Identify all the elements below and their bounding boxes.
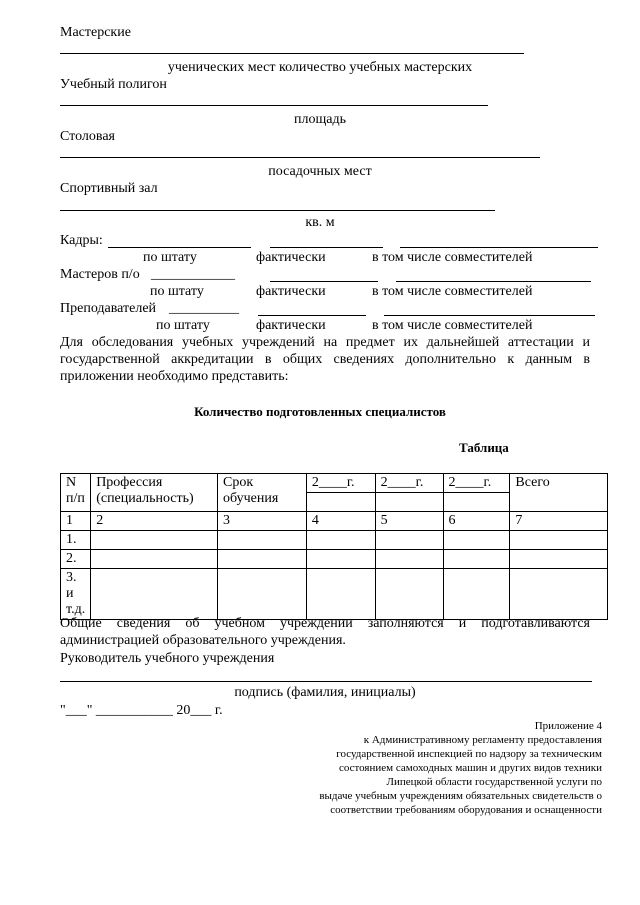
table-cell bbox=[306, 531, 375, 550]
table-cell bbox=[91, 569, 218, 620]
appendix-line: состоянием самоходных машин и других видов техники bbox=[338, 762, 602, 774]
cadres-col-state: по штату bbox=[143, 250, 197, 265]
specialists-table bbox=[60, 473, 608, 620]
table-cell: 6 bbox=[443, 512, 510, 531]
header-number: N п/п bbox=[61, 474, 91, 512]
header-year-2: 2____г. bbox=[375, 474, 443, 493]
teachers-col-actual: фактически bbox=[256, 318, 326, 333]
table-cell bbox=[306, 569, 375, 620]
appendix-block bbox=[319, 719, 602, 817]
signature-caption: подпись (фамилия, инициалы) bbox=[234, 685, 416, 700]
table-cell bbox=[375, 550, 443, 569]
table-numbers-row bbox=[61, 512, 608, 531]
table-cell: 3. и т.д. bbox=[61, 569, 91, 620]
head-label: Руководитель учебного учреждения bbox=[60, 651, 275, 666]
signature-line bbox=[60, 681, 592, 682]
gym-label: Спортивный зал bbox=[60, 181, 158, 196]
cadres-label: Кадры: bbox=[60, 233, 103, 248]
table-cell bbox=[443, 569, 510, 620]
table-cell: 1 bbox=[61, 512, 91, 531]
teachers-actual-line bbox=[258, 315, 366, 316]
masters-state-blank: ____________ bbox=[151, 267, 235, 282]
teachers-state-blank: __________ bbox=[169, 301, 239, 316]
workshops-line bbox=[60, 53, 524, 54]
table-cell bbox=[510, 569, 608, 620]
table-cell: 3 bbox=[218, 512, 307, 531]
teachers-label: Преподавателей bbox=[60, 301, 157, 316]
closing-paragraph: Общие сведения об учебном учреждении заполняются и подготавливаются администрацией образовательного учреждения. bbox=[60, 616, 590, 648]
table-title: Количество подготовленных специалистов bbox=[194, 404, 446, 419]
polygon-label: Учебный полигон bbox=[60, 77, 167, 92]
table-cell bbox=[91, 531, 218, 550]
teachers-col-state: по штату bbox=[156, 318, 210, 333]
table-cell bbox=[375, 569, 443, 620]
gym-line bbox=[60, 210, 495, 211]
masters-col-actual: фактически bbox=[256, 284, 326, 299]
table-cell bbox=[306, 550, 375, 569]
masters-label: Мастеров п/о bbox=[60, 267, 140, 282]
table-cell bbox=[218, 550, 307, 569]
table-cell: 7 bbox=[510, 512, 608, 531]
canteen-label: Столовая bbox=[60, 129, 115, 144]
cadres-col-actual: фактически bbox=[256, 250, 326, 265]
polygon-caption: площадь bbox=[294, 112, 346, 127]
table-cell bbox=[91, 550, 218, 569]
table-cell bbox=[443, 531, 510, 550]
cadres-part-line bbox=[400, 247, 598, 248]
header-total: Всего bbox=[510, 474, 608, 512]
cadres-col-part: в том числе совместителей bbox=[372, 250, 533, 265]
table-row bbox=[61, 531, 608, 550]
intro-paragraph: Для обследования учебных учреждений на предмет их дальнейшей аттестации и государственной аккредитации в общих сведениях дополнительно к данным в приложении необходимо представить: bbox=[60, 335, 590, 384]
table-cell bbox=[218, 569, 307, 620]
table-cell: 4 bbox=[306, 512, 375, 531]
table-cell bbox=[510, 550, 608, 569]
masters-col-part: в том числе совместителей bbox=[372, 284, 533, 299]
teachers-part-line bbox=[384, 315, 595, 316]
gym-caption: кв. м bbox=[305, 215, 335, 230]
workshops-caption: ученических мест количество учебных мастерских bbox=[167, 60, 473, 75]
table-label: Таблица bbox=[459, 440, 509, 455]
header-year-1: 2____г. bbox=[306, 474, 375, 493]
appendix-line: Приложение 4 bbox=[534, 720, 602, 732]
appendix-line: к Административному регламенту предоставления bbox=[363, 734, 602, 746]
table-cell: 5 bbox=[375, 512, 443, 531]
date-line: "___" ___________ 20___ г. bbox=[60, 703, 223, 718]
canteen-line bbox=[60, 157, 540, 158]
header-duration: Срок обучения bbox=[218, 474, 307, 512]
table-cell bbox=[218, 531, 307, 550]
header-year-3-sub bbox=[443, 493, 510, 512]
appendix-line: соответствии требованиям оборудования и оснащенности bbox=[330, 804, 602, 816]
table-cell: 2. bbox=[61, 550, 91, 569]
masters-actual-line bbox=[270, 281, 378, 282]
polygon-line bbox=[60, 105, 488, 106]
header-profession: Профессия (специальность) bbox=[91, 474, 218, 512]
table-row bbox=[61, 550, 608, 569]
masters-col-state: по штату bbox=[150, 284, 204, 299]
canteen-caption: посадочных мест bbox=[268, 164, 372, 179]
appendix-line: Липецкой области государственной услуги по bbox=[386, 776, 602, 788]
header-year-1-sub bbox=[306, 493, 375, 512]
cadres-state-line bbox=[108, 247, 251, 248]
header-year-2-sub bbox=[375, 493, 443, 512]
masters-part-line bbox=[396, 281, 591, 282]
table-cell bbox=[375, 531, 443, 550]
teachers-col-part: в том числе совместителей bbox=[372, 318, 533, 333]
cadres-actual-line bbox=[270, 247, 383, 248]
table-header-row bbox=[61, 474, 608, 493]
table-cell bbox=[510, 531, 608, 550]
table-cell bbox=[443, 550, 510, 569]
appendix-line: государственной инспекцией по надзору за техническим bbox=[336, 748, 602, 760]
workshops-label: Мастерские bbox=[60, 25, 131, 40]
header-year-3: 2____г. bbox=[443, 474, 510, 493]
appendix-line: выдаче учебным учреждениям обязательных свидетельств о bbox=[319, 790, 602, 802]
table-row bbox=[61, 569, 608, 620]
table-cell: 2 bbox=[91, 512, 218, 531]
table-cell: 1. bbox=[61, 531, 91, 550]
